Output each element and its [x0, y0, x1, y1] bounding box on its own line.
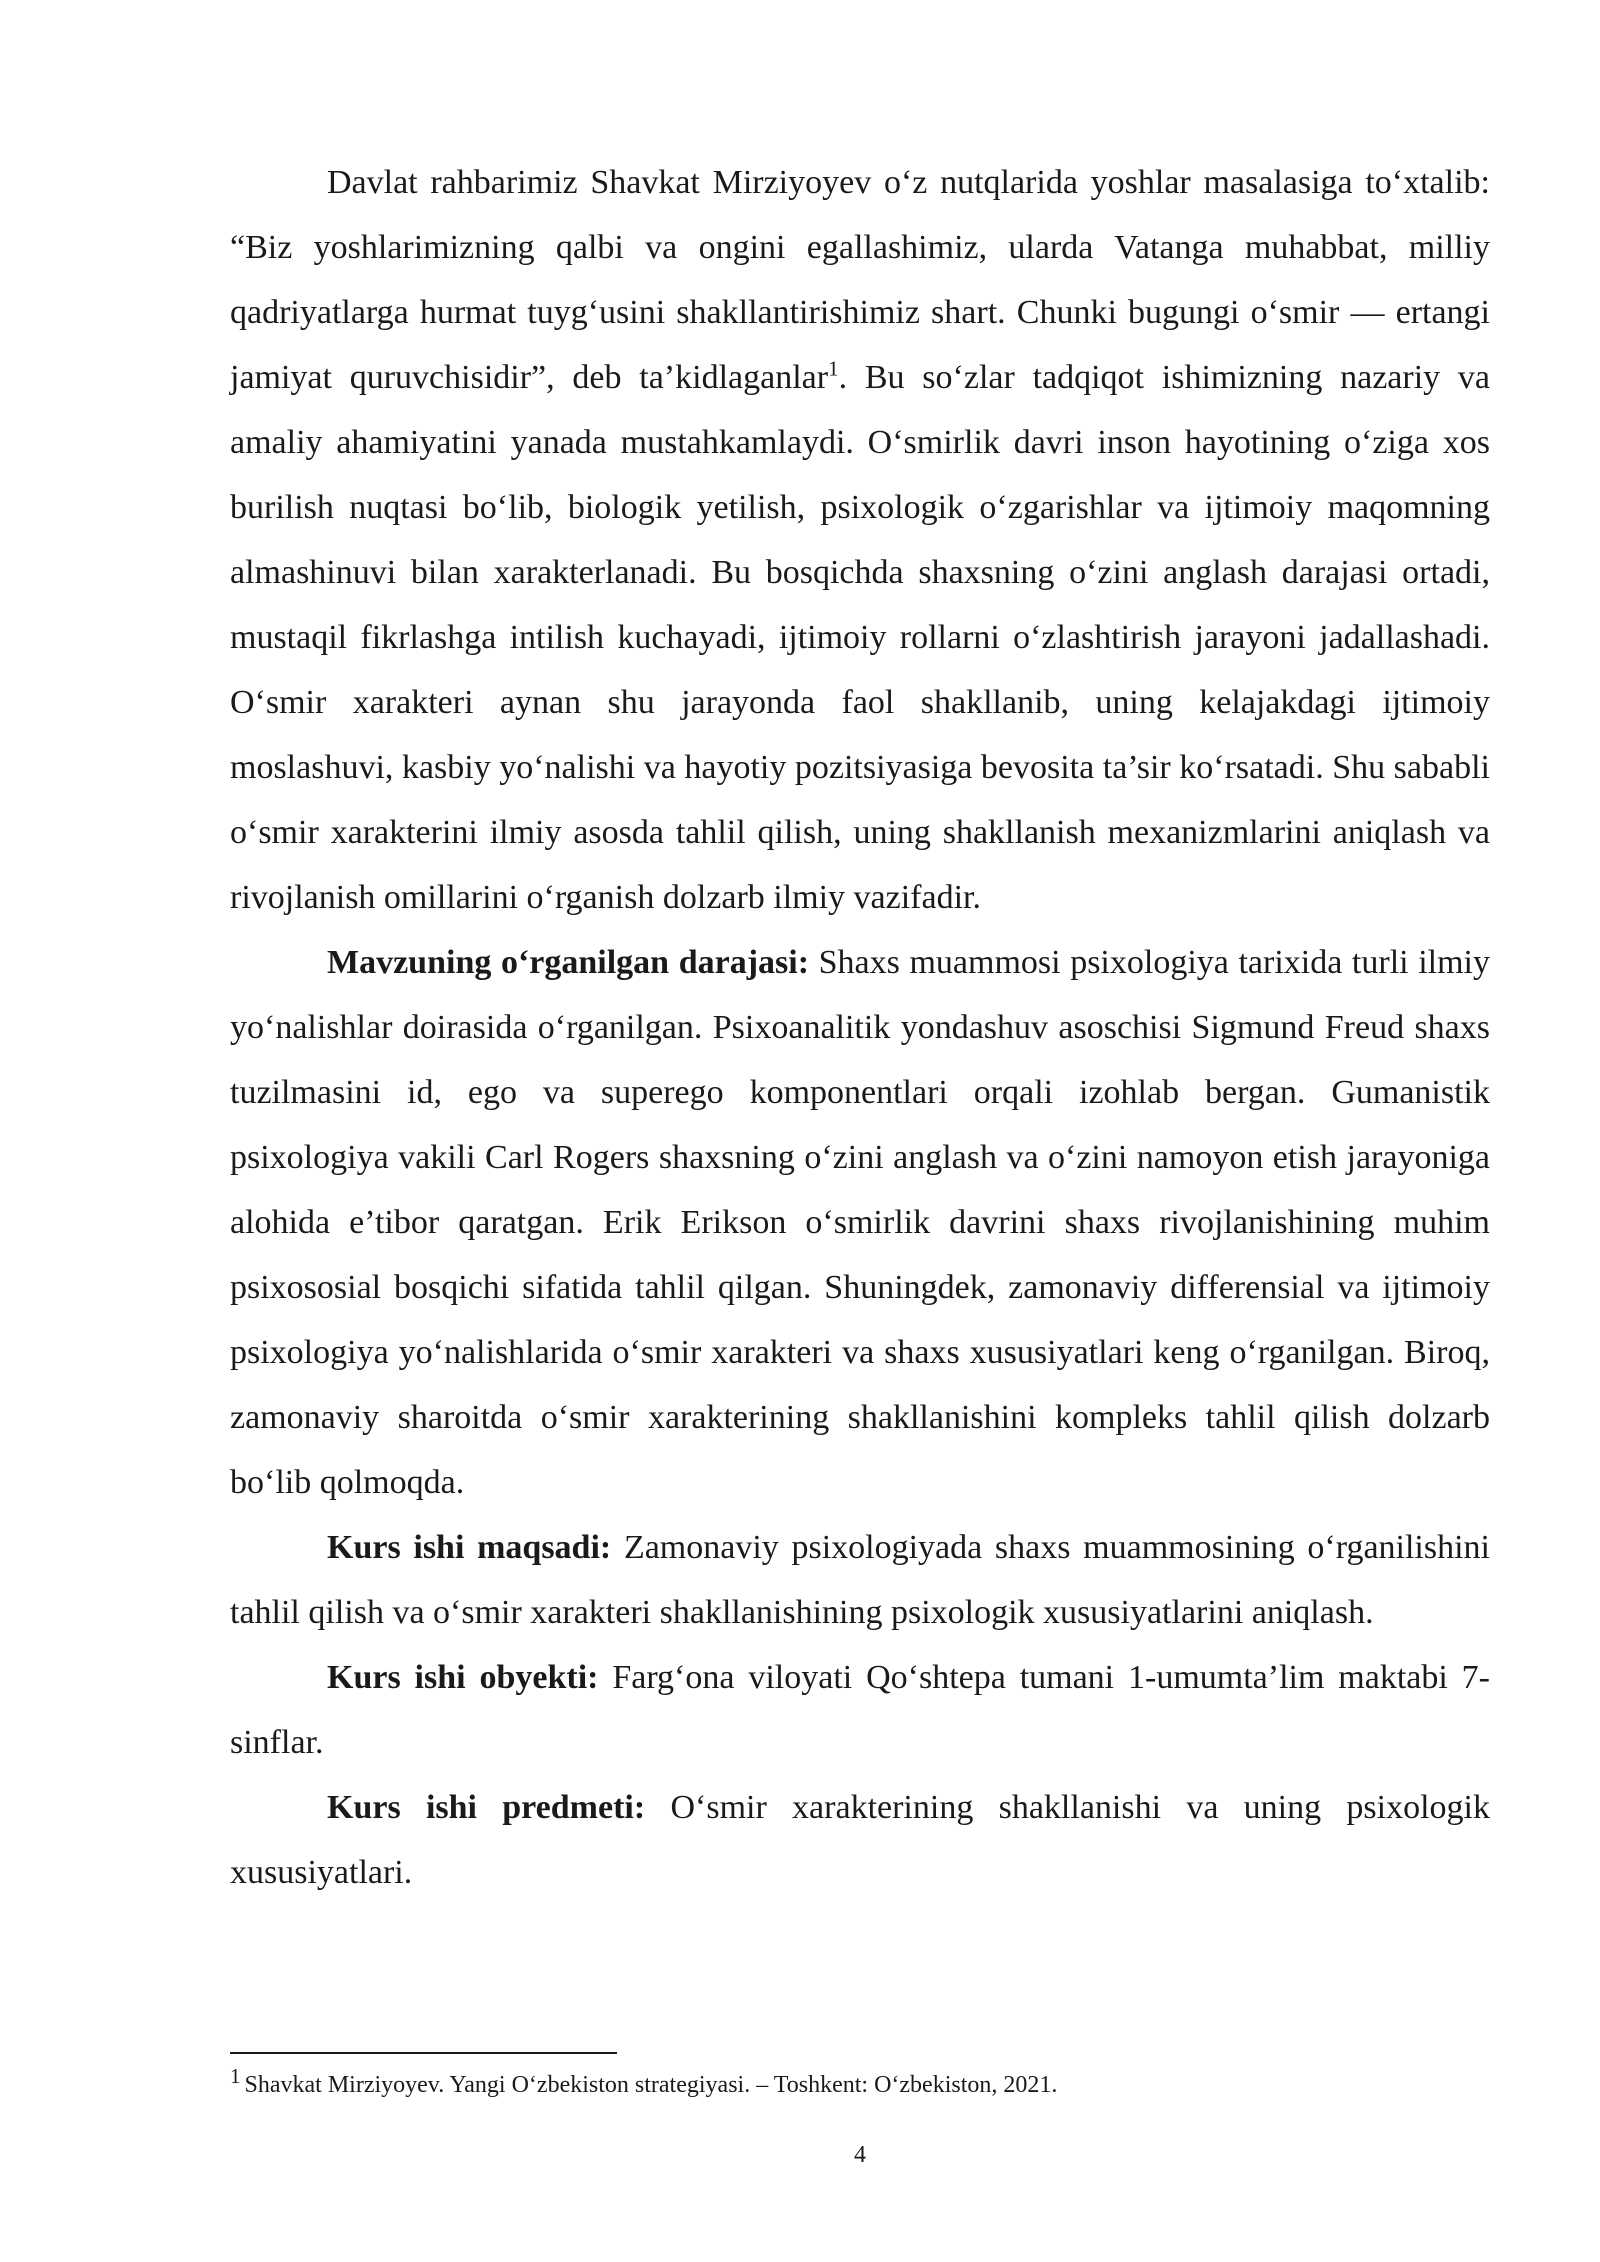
paragraph-heading: Kurs ishi predmeti:	[327, 1789, 646, 1826]
paragraph-study-level	[230, 930, 1490, 1515]
paragraph-text: . Bu so‘zlar tadqiqot ishimizning nazariy va amaliy ahamiyatini yanada mustahkamlaydi. O‘smirlik davri inson hayotining o‘ziga xos burilish nuqtasi bo‘lib, biologik yetilish, psixologik o‘zgarishlar va ijtimoiy maqomning almashinuvi bilan xarakterlanadi. Bu bosqichda shaxsning o‘zini anglash darajasi ortadi, mustaqil fikrlashga intilish kuchayadi, ijtimoiy rollarni o‘zlashtirish jarayoni jadallashadi. O‘smir xarakteri aynan shu jarayonda faol shakllanib, uning kelajakdagi ijtimoiy moslashuvi, kasbiy yo‘nalishi va hayotiy pozitsiyasiga bevosita ta’sir ko‘rsatadi. Shu sababli o‘smir xarakterini ilmiy asosda tahlil qilish, uning shakllanish mexanizmlarini aniqlash va rivojlanish omillarini o‘rganish dolzarb ilmiy vazifadir.	[230, 359, 1491, 916]
paragraph-object	[230, 1645, 1490, 1775]
paragraph-subject	[230, 1775, 1490, 1905]
paragraph-introduction	[230, 150, 1490, 930]
footnote	[230, 2064, 1490, 2102]
footnote-mark: 1	[230, 2064, 241, 2088]
body-text	[230, 150, 1490, 1905]
paragraph-heading: Kurs ishi maqsadi:	[327, 1529, 612, 1566]
paragraph-text: Davlat rahbarimiz Shavkat Mirziyoyev o‘z nutqlarida yoshlar masalasiga to‘xtalib: “Biz yoshlarimizning qalbi va ongini egallashimiz, ularda Vatanga muhabbat, milliy qadriyatlarga hurmat tuyg‘usini shakllantirishimiz shart. Chunki bugungi o‘smir — ertangi jamiyat quruvchisidir”, deb ta’kidlaganlar	[230, 164, 1490, 396]
paragraph-text: O‘smir xarakterining shakllanishi va uning psixologik xususiyatlari.	[230, 1789, 1490, 1891]
paragraph-goal	[230, 1515, 1490, 1645]
paragraph-heading: Kurs ishi obyekti:	[327, 1659, 599, 1696]
footnote-text: Shavkat Mirziyoyev. Yangi O‘zbekiston strategiyasi. – Toshkent: O‘zbekiston, 2021.	[244, 2072, 1058, 2098]
paragraph-text: Farg‘ona viloyati Qo‘shtepa tumani 1-umumta’lim maktabi 7-sinflar.	[230, 1659, 1490, 1761]
paragraph-text: Shaxs muammosi psixologiya tarixida turli ilmiy yo‘nalishlar doirasida o‘rganilgan. Psixoanalitik yondashuv asoschisi Sigmund Freud shaxs tuzilmasini id, ego va superego komponentlari orqali izohlab bergan. Gumanistik psixologiya vakili Carl Rogers shaxsning o‘zini anglash va o‘zini namoyon etish jarayoniga alohida e’tibor qaratgan. Erik Erikson o‘smirlik davrini shaxs rivojlanishining muhim psixososial bosqichi sifatida tahlil qilgan. Shuningdek, zamonaviy differensial va ijtimoiy psixologiya yo‘nalishlarida o‘smir xarakteri va shaxs xususiyatlari keng o‘rganilgan. Biroq, zamonaviy sharoitda o‘smir xarakterining shakllanishini kompleks tahlil qilish dolzarb bo‘lib qolmoqda.	[230, 944, 1490, 1501]
paragraph-heading: Mavzuning o‘rganilgan darajasi:	[327, 944, 810, 981]
page-number: 4	[854, 2142, 866, 2168]
footnote-reference[interactable]: 1	[828, 356, 839, 381]
paragraph-text: Zamonaviy psixologiyada shaxs muammosining o‘rganilishini tahlil qilish va o‘smir xarakteri shakllanishining psixologik xususiyatlarini aniqlash.	[230, 1529, 1490, 1631]
footnote-divider	[230, 2052, 617, 2054]
